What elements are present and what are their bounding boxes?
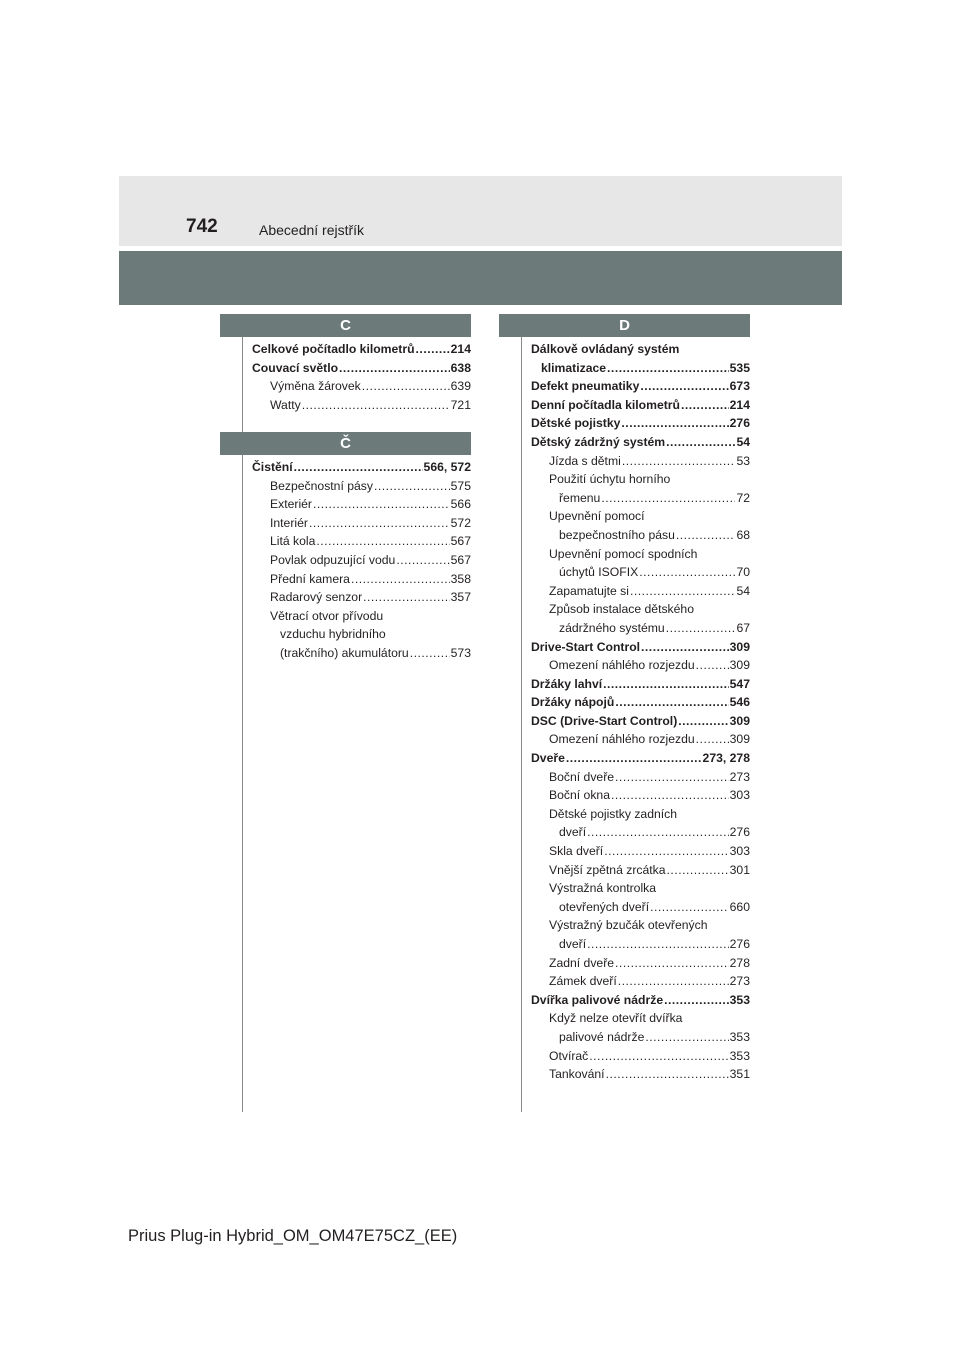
dot-leader [622,452,736,471]
index-entry [252,644,471,663]
index-entry-label: Držáky lahví [531,676,603,691]
index-entry [252,495,471,514]
index-entry-page: 309 [729,658,750,673]
index-entry [531,954,750,973]
index-entry-label: Výstražný bzučák otevřených [549,918,708,933]
index-entry [531,675,750,694]
index-entry-label: Watty [270,397,301,412]
index-entry-page: 638 [450,360,471,375]
index-entry-page: 303 [729,788,750,803]
index-entry-label: Dětský zádržný systém [531,434,666,449]
index-entry [531,879,750,898]
dot-leader [615,954,729,973]
index-entry-page: 303 [729,844,750,859]
letter-heading-d: D [499,314,750,337]
index-entry-page: 721 [450,397,471,412]
index-entry [531,489,750,508]
index-entry [531,359,750,378]
index-entry-page: 54 [736,434,750,449]
index-entry [531,452,750,471]
dot-leader [666,619,736,638]
index-entry-label: Drive-Start Control [531,639,641,654]
index-entry [531,823,750,842]
dot-leader [611,786,729,805]
index-entry-page: 353 [729,1048,750,1063]
index-list-d [531,340,750,1084]
dot-leader [678,712,728,731]
index-entry [531,916,750,935]
letter-heading-c: C [220,314,471,337]
index-entry [531,861,750,880]
dot-leader [589,1047,728,1066]
dot-leader [621,414,728,433]
index-entry-label: Větrací otvor přívodu [270,608,384,623]
index-entry [252,377,471,396]
index-entry-label: vzduchu hybridního [280,627,386,642]
index-entry [531,991,750,1010]
index-entry [531,768,750,787]
index-entry [531,526,750,545]
index-entry-page: 309 [729,639,750,654]
index-entry-label: úchytů ISOFIX [559,565,639,580]
index-entry-label: Povlak odpuzující vodu [270,552,396,567]
index-entry-label: Jízda s dětmi [549,453,621,468]
footer-manual-id: Prius Plug-in Hybrid_OM_OM47E75CZ_(EE) [128,1227,458,1245]
dot-leader [339,359,450,378]
index-entry-label: Celkové počítadlo kilometrů [252,342,415,356]
index-entry-page: 535 [729,360,750,375]
index-entry [531,656,750,675]
index-entry-label: Zadní dveře [549,955,615,970]
index-entry [531,786,750,805]
index-entry-page: 575 [450,478,471,493]
dot-leader [587,935,729,954]
index-entry [252,396,471,415]
index-entry-page: 301 [729,862,750,877]
index-entry [252,532,471,551]
dot-leader [374,477,450,496]
dot-leader [302,396,450,415]
index-entry [531,619,750,638]
index-entry-label: Výměna žárovek [270,379,361,394]
index-entry-label: Dveře [531,751,565,766]
index-entry [531,842,750,861]
index-entry-label: Tankování [549,1067,605,1082]
index-entry-label: Litá kola [270,534,316,549]
index-entry-page: 673 [729,379,750,394]
index-entry-label: Couvací světlo [252,360,339,375]
dot-leader [566,749,702,768]
index-entry [252,570,471,589]
index-entry [252,588,471,607]
index-entry-label: Čistění [252,460,293,474]
index-entry-label: palivové nádrže [559,1029,645,1044]
index-entry-label: Způsob instalace dětského [549,602,694,617]
index-entry-label: Zámek dveří [549,974,617,989]
dot-leader [362,377,450,396]
index-entry [252,514,471,533]
index-entry-label: Výstražná kontrolka [549,881,657,896]
page-number: 742 [186,216,218,237]
dot-leader [681,396,729,415]
dot-leader [416,340,450,359]
index-entry [252,551,471,570]
index-entry [531,582,750,601]
index-entry [531,712,750,731]
index-entry-page: 566, 572 [423,460,471,474]
index-entry-label: bezpečnostního pásu [559,527,675,542]
index-entry-page: 566 [450,497,471,512]
index-entry [531,507,750,526]
index-entry [531,1028,750,1047]
index-entry [252,625,471,644]
index-entry-page: 276 [729,825,750,840]
dot-leader [313,495,450,514]
index-entry-page: 547 [729,676,750,691]
index-entry-label: klimatizace [541,360,607,375]
index-entry-label: Boční okna [549,788,610,803]
index-entry-page: 214 [450,342,471,356]
index-entry [531,693,750,712]
index-entry [252,607,471,626]
dot-leader [601,489,735,508]
index-entry-label: Exteriér [270,497,312,512]
dot-leader [645,1028,728,1047]
dot-leader [664,991,729,1010]
index-entry-page: 72 [736,490,750,505]
index-entry-page: 546 [729,695,750,710]
index-entry [531,1009,750,1028]
index-entry-page: 358 [450,571,471,586]
index-entry-label: otevřených dveří [559,899,650,914]
index-entry-page: 278 [729,955,750,970]
index-entry-page: 276 [729,937,750,951]
dot-leader [666,433,735,452]
letter-heading-cz: Č [220,432,471,455]
dot-leader [667,861,729,880]
index-entry-label: DSC (Drive-Start Control) [531,713,678,728]
header-band [119,176,842,246]
dot-leader [696,730,729,749]
index-entry-label: Použití úchytu horního [549,472,671,487]
index-entry [531,340,750,359]
index-entry-label: Upevnění pomocí spodních [549,546,698,561]
index-entry-label: Boční dveře [549,769,615,784]
dot-leader [639,563,735,582]
index-entry-label: Otvírač [549,1048,589,1063]
index-entry [531,377,750,396]
index-entry-page: 660 [729,899,750,914]
index-entry [531,749,750,768]
index-entry-page: 273 [729,769,750,784]
dot-leader [640,377,728,396]
index-entry-page: 309 [729,732,750,747]
index-entry-page: 567 [450,552,471,567]
index-entry-label: Skla dveří [549,844,604,859]
section-title: Abecední rejstřík [259,222,365,238]
dot-leader [410,644,450,663]
index-entry-label: Dvířka palivové nádrže [531,992,664,1007]
index-entry [252,359,471,378]
index-entry [531,805,750,824]
index-entry-page: 572 [450,515,471,530]
index-entry [531,545,750,564]
index-list-cz [252,458,471,663]
index-entry [531,935,750,954]
index-entry-page: 67 [736,620,750,635]
dot-leader [606,1065,729,1084]
index-entry-page: 54 [736,583,750,598]
index-entry [531,638,750,657]
index-entry-label: Upevnění pomocí [549,509,645,524]
index-entry-page: 214 [729,397,750,412]
index-entry-label: Defekt pneumatiky [531,379,640,394]
index-entry-label: Interiér [270,515,308,530]
column-divider-right [521,337,522,1112]
index-entry [531,730,750,749]
index-entry [531,1065,750,1084]
index-entry [531,396,750,415]
index-entry-label: Zapamatujte si [549,583,629,598]
index-entry-label: Vnější zpětná zrcátka [549,862,666,877]
index-entry-label: Omezení náhlého rozjezdu [549,658,695,673]
index-entry-label: Držáky nápojů [531,695,615,710]
index-entry-page: 53 [736,453,750,468]
dot-leader [396,551,449,570]
index-entry [252,340,471,359]
dot-leader [294,458,423,477]
dot-leader [618,972,729,991]
index-entry-page: 70 [736,565,750,580]
dot-leader [603,675,729,694]
index-entry [252,477,471,496]
index-entry [531,600,750,619]
index-entry-label: Dětské pojistky [531,416,621,431]
index-entry-page: 639 [450,379,471,394]
dot-leader [696,656,729,675]
index-entry-page: 357 [450,590,471,605]
index-entry-label: (trakčního) akumulátoru [280,645,409,660]
dot-leader [615,768,729,787]
index-entry [531,898,750,917]
header-dark-band [119,251,842,305]
index-entry-page: 573 [450,645,471,660]
dot-leader [607,359,729,378]
index-entry-page: 273 [729,974,750,989]
index-entry-label: dveří [559,825,587,840]
index-entry-label: dveří [559,937,587,951]
dot-leader [676,526,736,545]
index-entry-page: 567 [450,534,471,549]
index-entry [531,470,750,489]
index-entry-label: zádržného systému [559,620,665,635]
index-list-c [252,340,471,414]
index-entry-label: Denní počítadla kilometrů [531,397,680,412]
dot-leader [615,693,728,712]
index-entry-page: 273, 278 [702,751,750,766]
index-entry [531,563,750,582]
dot-leader [316,532,449,551]
index-entry-label: Omezení náhlého rozjezdu [549,732,695,747]
dot-leader [650,898,729,917]
index-entry-label: Dálkově ovládaný systém [531,342,680,356]
index-entry-page: 353 [729,992,750,1007]
dot-leader [641,638,729,657]
dot-leader [363,588,450,607]
index-entry-label: řemenu [559,490,601,505]
index-entry-label: Bezpečnostní pásy [270,478,373,493]
dot-leader [351,570,450,589]
dot-leader [604,842,728,861]
dot-leader [587,823,729,842]
index-entry-page: 276 [729,416,750,431]
index-entry [531,1047,750,1066]
index-entry [252,458,471,477]
dot-leader [630,582,736,601]
index-entry-label: Radarový senzor [270,590,363,605]
index-entry-page: 68 [736,527,750,542]
index-entry [531,433,750,452]
index-entry-page: 309 [729,713,750,728]
index-entry [531,972,750,991]
dot-leader [309,514,450,533]
index-entry [531,414,750,433]
index-entry-page: 353 [729,1029,750,1044]
index-entry-label: Dětské pojistky zadních [549,806,678,821]
index-entry-label: Když nelze otevřít dvířka [549,1011,683,1026]
index-entry-label: Přední kamera [270,571,350,586]
index-entry-page: 351 [729,1067,750,1082]
